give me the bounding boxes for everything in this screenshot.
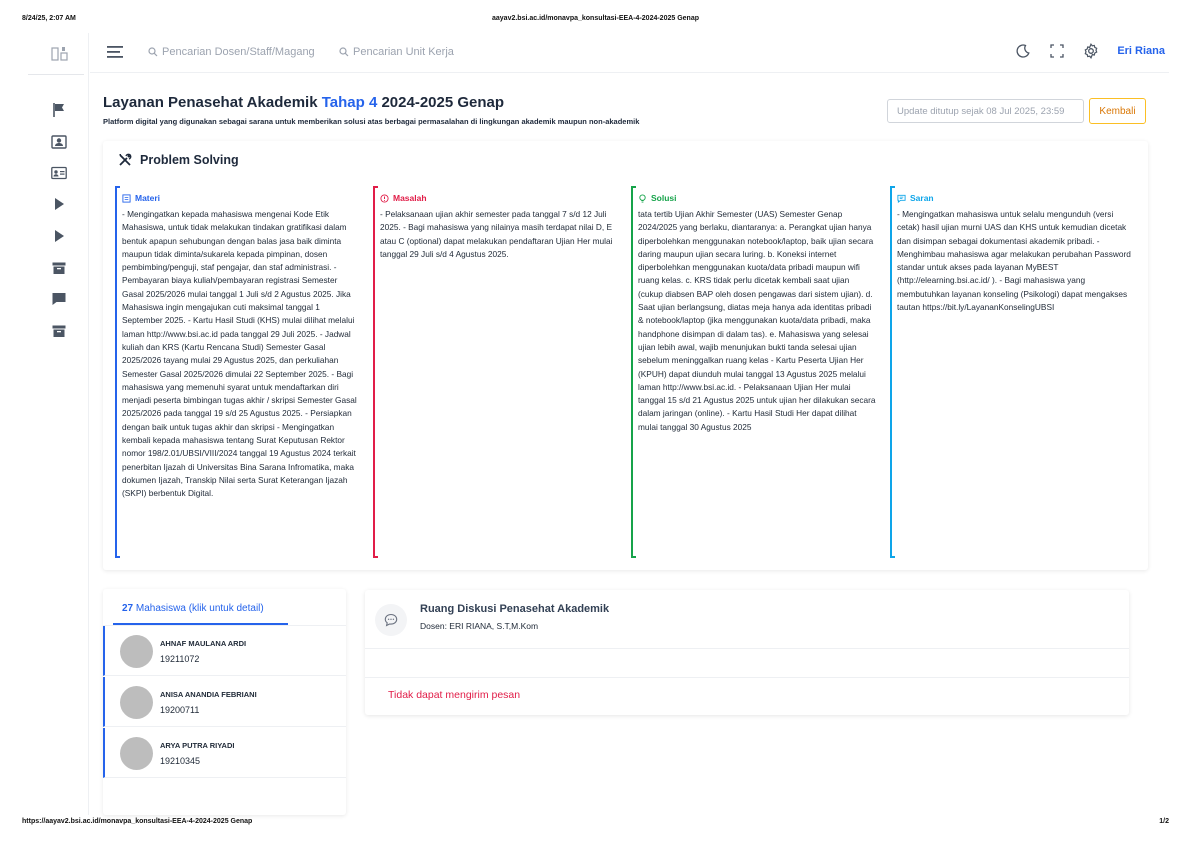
lightbulb-icon	[638, 194, 647, 203]
page-title	[103, 94, 504, 111]
print-title: aayav2.bsi.ac.id/monavpa_konsultasi-EEA-4-2024-2025 Genap	[492, 15, 699, 22]
column-text: - Mengingatkan kepada mahasiswa mengenai Kode Etik Mahasiswa, untuk tidak melakukan tindakan gratifikasi dalam bentuk apapun sehubungan dengan balas jasa baik diminta maupun tidak diminta/sukarela kepada pimpinan, dosen pembimbing/penguji, staf pengajar, dan staf administrasi. - Pembayaran biaya kuliah/pembayaran registrasi Semester Gasal 2025/2026 mulai tanggal 1 Juli s/d 2 Agustus 2025. Jika Mahasiswa ingin mengajukan cuti maksimal tanggal 1 September 2025. - Kartu Hasil Studi (KHS) mulai dilihat melalui laman http://www.bsi.ac.id pada tanggal 29 Juli 2025. - Jadwal kuliah dan KRS (Kartu Rencana Studi) Semester Gasal 2025/2026 tayang mulai 29 Agustus 2025, dan perkuliahan Semester Gasal 2025/2026 dimulai 22 September 2025. - Bagi mahasiswa yang memenuhi syarat untuk mendaftarkan diri menjadi peserta bimbingan tugas akhir / skripsi Semester Gasal 2025/2026 pada tanggal 19 s/d 25 Agustus 2025. - Persiapkan dengan baik untuk tugas akhir dan skripsi - Mengingatkan kembali kepada mahasiswa tentang Surat Keputusan Rektor nomor 198/2.01/UBSI/VIII/2024 tanggal 19 Agustus 2024 terkait penerbitan Ijazah di Universitas Bina Sarana Infromatika, maka dokumen Ijazah, Transkip Nilai serta Surat Keterangan Ijazah (SKPI) berbentuk Digital.	[122, 209, 357, 499]
chat-icon	[375, 604, 407, 636]
sidebar	[22, 33, 89, 815]
print-date: 8/24/25, 2:07 AM	[22, 15, 76, 22]
student-name: AHNAF MAULANA ARDI	[160, 639, 247, 648]
topbar	[90, 33, 1169, 73]
column-heading-label: Materi	[135, 193, 161, 203]
problem-solving-title	[118, 153, 239, 167]
archive-icon[interactable]	[51, 323, 67, 339]
discussion-divider	[365, 648, 1129, 649]
menu-icon[interactable]	[106, 44, 124, 60]
column-masalah	[373, 186, 618, 558]
discussion-card	[365, 590, 1129, 715]
send-error-message: Tidak dapat mengirim pesan	[388, 689, 521, 701]
column-bar	[890, 186, 892, 558]
student-nim: 19211072	[160, 654, 200, 664]
id-card-icon[interactable]	[51, 165, 67, 181]
problem-solving-card	[103, 141, 1148, 570]
column-heading-label: Solusi	[651, 193, 677, 203]
gear-icon[interactable]	[1083, 43, 1099, 59]
update-info-field: Update ditutup sejak 08 Jul 2025, 23:59	[887, 99, 1084, 123]
search-staff-input[interactable]	[148, 43, 315, 61]
page-title-suffix: 2024-2025 Genap	[381, 94, 505, 111]
column-text: - Mengingatkan mahasiswa untuk selalu mengunduh (versi cetak) hasil ujian murni UAS dan KHS untuk kemudian dicetak dan disimpan sebagai dokumentasi akademik pribadi. - Menghimbau mahasiswa agar melakukan perubahan Password standar untuk akses pada layanan MyBEST (http://elearning.bsi.ac.id/ ). - Bagi mahasiswa yang membutuhkan layanan konseling (Psikologi) dapat mengakses tautan https://bit.ly/LayananKonselingUBSI	[897, 209, 1131, 313]
student-nim: 19200711	[160, 705, 200, 715]
document-icon	[122, 194, 131, 203]
column-heading-label: Masalah	[393, 193, 427, 203]
column-heading	[638, 192, 876, 204]
students-tab-label: Mahasiswa (klik untuk detail)	[135, 603, 264, 614]
portrait-icon[interactable]	[51, 134, 67, 150]
discussion-title: Ruang Diskusi Penasehat Akademik	[420, 603, 610, 615]
student-row[interactable]	[103, 728, 346, 778]
student-row[interactable]	[103, 626, 346, 676]
print-page-number: 1/2	[1159, 818, 1169, 825]
discussion-divider	[365, 677, 1129, 678]
column-text: - Pelaksanaan ujian akhir semester pada tanggal 7 s/d 12 Juli 2025. - Bagi mahasiswa yang nilainya masih terdapat nilai D, E atau C (optional) dapat melakukan pendaftaran Ujian Her mulai tanggal 29 Juli s/d 4 Agustus 2025.	[380, 209, 613, 259]
alert-circle-icon	[380, 194, 389, 203]
students-count: 27	[122, 603, 134, 614]
archive-icon[interactable]	[51, 260, 67, 276]
page-subtitle: Platform digital yang digunakan sebagai sarana untuk memberikan solusi atas berbagai permasalahan di lingkungan akademik maupun non-akademik	[103, 117, 640, 126]
student-name: ARYA PUTRA RIYADI	[160, 741, 235, 750]
logo-icon[interactable]	[51, 45, 69, 63]
message-icon[interactable]	[51, 291, 67, 307]
page-title-accent: Tahap 4	[321, 94, 378, 111]
student-nim: 19210345	[160, 756, 201, 766]
student-row[interactable]	[103, 677, 346, 727]
print-footer	[22, 818, 1169, 828]
avatar	[120, 737, 153, 770]
play-icon[interactable]	[51, 196, 67, 212]
page-title-prefix: Layanan Penasehat Akademik	[103, 94, 318, 111]
column-saran	[890, 186, 1135, 558]
column-bar	[631, 186, 633, 558]
print-header	[22, 15, 1169, 25]
search-unit-placeholder: Pencarian Unit Kerja	[353, 46, 454, 58]
print-url: https://aayav2.bsi.ac.id/monavpa_konsultasi-EEA-4-2024-2025 Genap	[22, 818, 253, 825]
column-text: tata tertib Ujian Akhir Semester (UAS) Semester Genap 2024/2025 yang berlaku, diantaranya: a. Perangkat ujian hanya diperbolehkan menggunakan notebook/laptop, baik ujian secara daring maupun ujian secara luring. b. Koneksi internet diperbolehkan menggunakan kuota/data pribadi maupun wifi ruang kelas. c. KRS tidak perlu dicetak kembali saat ujian (cukup diabsen BAP oleh dosen pengawas dari sistem ujian). d. Saat ujian berlangsung, diatas meja hanya ada identitas pribadi & notebook/laptop (jika menggunakan kuota/data pribadi, maka handphone disimpan di dalam tas). e. Mahasiswa yang selesai ujian lebih awal, wajib menunjukan bukti tanda selesai ujian sebelum meninggalkan ruang kelas - Kartu Peserta Ujian Her (KPUH) dapat diunduh mulai tanggal 13 Agustus 2025 melalui laman http://www.bsi.ac.id. - Pelaksanaan Ujian Her mulai tanggal 15 s/d 21 Agustus 2025 untuk ujian her dilakukan secara dalam jaringan (online). - Kartu Hasil Studi Her dapat dilihat mulai tanggal 30 Agustus 2025	[638, 209, 876, 432]
search-icon	[339, 47, 349, 57]
avatar	[120, 686, 153, 719]
moon-icon[interactable]	[1015, 43, 1031, 59]
students-card	[103, 589, 346, 815]
problem-solving-label: Problem Solving	[140, 153, 239, 167]
flag-icon[interactable]	[51, 102, 67, 118]
tools-icon	[118, 153, 132, 167]
students-tab[interactable]	[122, 603, 264, 614]
search-icon	[148, 47, 158, 57]
search-staff-placeholder: Pencarian Dosen/Staff/Magang	[162, 46, 315, 58]
back-button[interactable]: Kembali	[1089, 98, 1146, 124]
user-name[interactable]: Eri Riana	[1117, 45, 1165, 57]
column-heading	[897, 192, 1135, 204]
column-heading-label: Saran	[910, 193, 934, 203]
discussion-lecturer: Dosen: ERI RIANA, S.T,M.Kom	[420, 621, 539, 631]
play-icon[interactable]	[51, 228, 67, 244]
column-solusi	[631, 186, 876, 558]
student-name: ANISA ANANDIA FEBRIANI	[160, 690, 257, 699]
column-bar	[373, 186, 375, 558]
topbar-actions	[1015, 41, 1169, 61]
comment-icon	[897, 194, 906, 203]
column-bar	[115, 186, 117, 558]
fullscreen-icon[interactable]	[1049, 43, 1065, 59]
column-heading	[380, 192, 618, 204]
search-unit-input[interactable]	[339, 43, 454, 61]
column-heading	[122, 192, 360, 204]
avatar	[120, 635, 153, 668]
column-materi	[115, 186, 360, 558]
sidebar-divider	[28, 74, 84, 75]
